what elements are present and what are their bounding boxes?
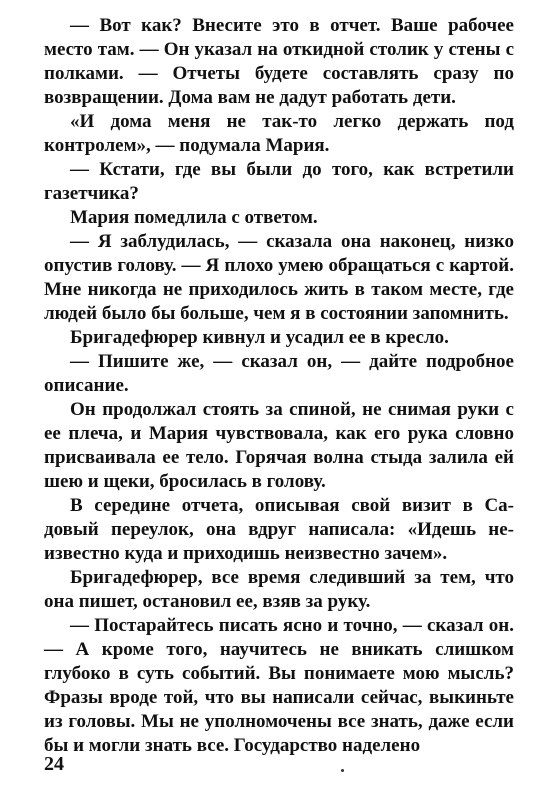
paragraph: — Вот как? Внесите это в отчет. Ваше рабочее место там. — Он указал на откидной столик у стены с полками. — Отчеты будете составлять сразу по возвращении. Дома вам не дадут работать дети. xyxy=(44,15,514,108)
page-text xyxy=(44,14,514,758)
paragraph: «И дома меня не так-то легко держать под контролем», — подумала Мария. xyxy=(44,111,514,156)
paragraph: — Пишите же, — сказал он, — дайте подробное описание. xyxy=(44,351,514,396)
paragraph: Бригадефюрер, все время следивший за тем, что она пишет, остановил ее, взяв за руку. xyxy=(44,567,514,612)
paragraph: Бригадефюрер кивнул и усадил ее в кресло. xyxy=(70,327,449,348)
print-speck xyxy=(341,769,344,772)
paragraph: — Постарайтесь писать ясно и точно, — сказал он. — А кроме того, научитесь не вникать слишком глубоко в суть событий. Вы понимаете мою мысль? Фразы вроде той, что вы написали сейчас, выкиньте из головы. Мы не уполномочены все знать, даже если бы и могли знать все. Государство наделено xyxy=(44,615,514,756)
paragraph: Мария помедлила с ответом. xyxy=(70,207,318,228)
paragraph: Он продолжал стоять за спиной, не снимая руки с ее плеча, и Мария чувствовала, как его рука словно присваивала ее тело. Горячая волна стыда залила ей шею и щеки, бросилась в голову. xyxy=(44,399,514,492)
page-number: 24 xyxy=(44,753,64,775)
paragraph: В середине отчета, описывая свой визит в Садовый переулок, она вдруг написала: «Идешь неизвестно куда и приходишь неизвестно зачем». xyxy=(44,495,514,564)
paragraph: — Я заблудилась, — сказала она наконец, низко опустив голову. — Я плохо умею обращаться с картой. Мне никогда не приходилось жить в таком месте, где людей было бы больше, чем я в состоянии запомнить. xyxy=(44,231,514,324)
paragraph: — Кстати, где вы были до того, как встретили газетчика? xyxy=(44,159,514,204)
